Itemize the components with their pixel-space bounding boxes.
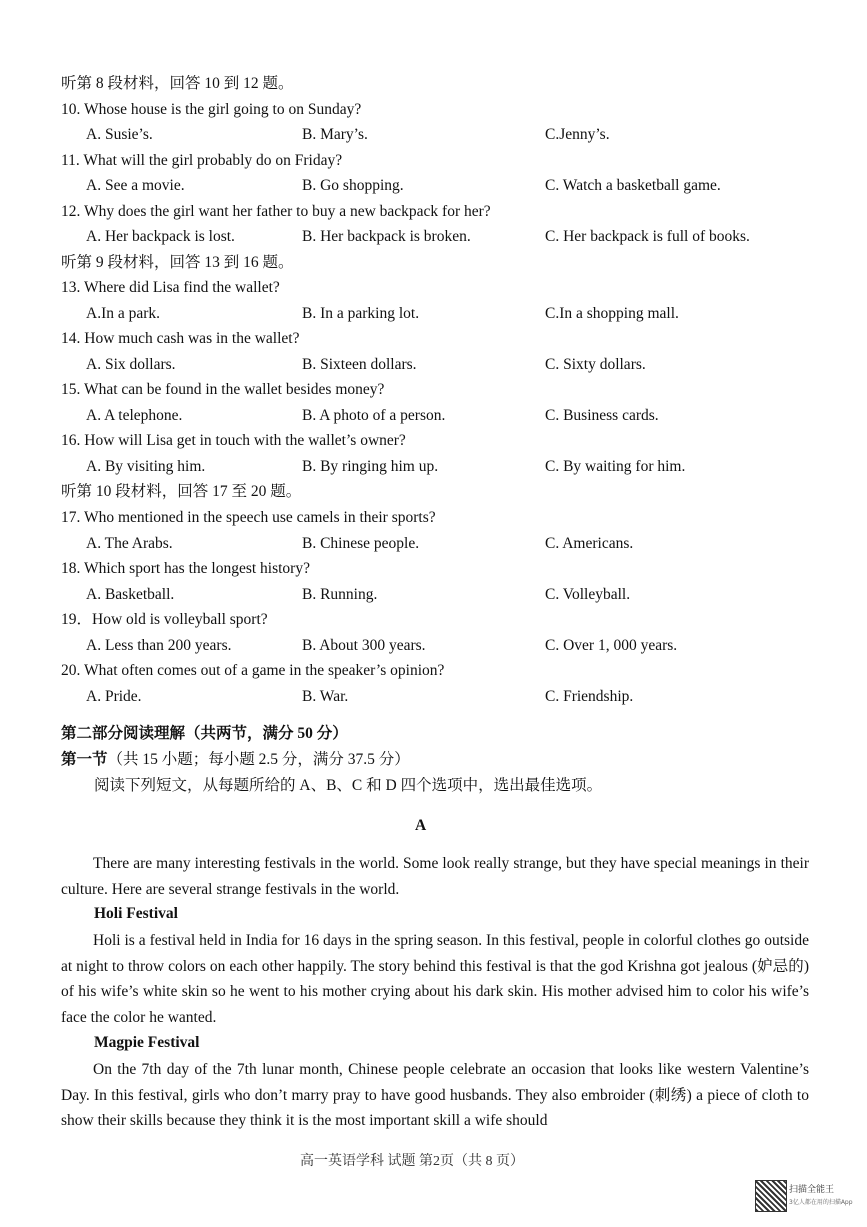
option-11a: A. See a movie. [86,177,185,194]
scanner-watermark [755,1180,855,1214]
option-13b: B. In a parking lot. [302,305,420,322]
option-12b: B. Her backpack is broken. [302,228,471,245]
question-16: 16. How will Lisa get in touch with the wallet’s owner? [61,432,406,449]
option-20a: A. Pride. [86,688,142,705]
part2-instructions: 阅读下列短文，从每题所给的 A、B、C 和 D 四个选项中，选出最佳选项。 [94,777,603,794]
option-14a: A. Six dollars. [86,356,176,373]
question-15: 15. What can be found in the wallet besides money? [61,381,385,398]
option-11c: C. Watch a basketball game. [545,177,721,194]
option-17a: A. The Arabs. [86,535,173,552]
option-18c: C. Volleyball. [545,586,631,603]
option-20c: C. Friendship. [545,688,634,705]
passage-intro-text: There are many interesting festivals in the world. Some look really strange, but they have special meanings in their culture. Here are several strange festivals in the world. [61,855,809,898]
question-11: 11. What will the girl probably do on Friday? [61,152,343,169]
option-16c: C. By waiting for him. [545,458,686,475]
magpie-paragraph [61,1057,809,1134]
section-intro-10: 听第 10 段材料，回答 17 至 20 题。 [61,483,302,500]
question-19: 19．How old is volleyball sport? [61,611,268,628]
question-17: 17. Who mentioned in the speech use camels in their sports? [61,509,436,526]
question-20: 20. What often comes out of a game in the speaker’s opinion? [61,662,445,679]
option-13a: A.In a park. [86,305,161,322]
part2-section1-detail: （共 15 小题；每小题 2.5 分，满分 37.5 分） [107,751,410,768]
option-10a: A. Susie’s. [86,126,153,143]
part2-section1-heading [61,750,410,770]
option-18b: B. Running. [302,586,378,603]
option-13c: C.In a shopping mall. [545,305,679,322]
option-19a: A. Less than 200 years. [86,637,232,654]
option-15a: A. A telephone. [86,407,183,424]
question-13: 13. Where did Lisa find the wallet? [61,279,280,296]
holi-paragraph [61,928,809,1030]
passage-letter: A [415,817,427,834]
option-15c: C. Business cards. [545,407,659,424]
option-15b: B. A photo of a person. [302,407,446,424]
passage-intro [61,851,809,902]
qr-code-icon [755,1180,787,1212]
magpie-heading: Magpie Festival [94,1034,200,1051]
option-14b: B. Sixteen dollars. [302,356,417,373]
option-11b: B. Go shopping. [302,177,404,194]
watermark-title: 扫描全能王 [789,1185,835,1195]
question-18: 18. Which sport has the longest history? [61,560,310,577]
section-intro-9: 听第 9 段材料，回答 13 到 16 题。 [61,254,294,271]
option-17b: B. Chinese people. [302,535,420,552]
holi-heading: Holi Festival [94,905,178,922]
option-16b: B. By ringing him up. [302,458,439,475]
part2-title: 第二部分阅读理解（共两节，满分 50 分） [61,725,348,742]
option-10c: C.Jenny’s. [545,126,610,143]
option-19b: B. About 300 years. [302,637,426,654]
watermark-subtitle: 3亿人都在用的扫描App [789,1199,853,1206]
option-18a: A. Basketball. [86,586,175,603]
question-10: 10. Whose house is the girl going to on Sunday? [61,101,362,118]
question-12: 12. Why does the girl want her father to buy a new backpack for her? [61,203,491,220]
page-footer: 高一英语学科 试题 第2页（共 8 页） [300,1154,524,1169]
question-14: 14. How much cash was in the wallet? [61,330,300,347]
section-intro-8: 听第 8 段材料，回答 10 到 12 题。 [61,75,294,92]
part2-section1-label: 第一节 [61,751,108,768]
magpie-paragraph-text: On the 7th day of the 7th lunar month, Chinese people celebrate an occasion that looks like western Valentine’s Day. In this festival, girls who don’t marry pray to have good husbands. They also embroider (刺绣) a piece of cloth to show their skills because they think it is the most important skill a wife should [61,1061,809,1130]
option-12c: C. Her backpack is full of books. [545,228,750,245]
holi-paragraph-text: Holi is a festival held in India for 16 days in the spring season. In this festival, people in colorful clothes go outside at night to throw colors on each other happily. The story behind this festival is that the god Krishna got jealous (妒忌的) of his wife’s white skin so he went to his mother crying about his dark skin. His mother advised him to color his wife’s face the color he wanted. [61,932,809,1026]
option-17c: C. Americans. [545,535,634,552]
option-12a: A. Her backpack is lost. [86,228,235,245]
option-19c: C. Over 1, 000 years. [545,637,678,654]
option-14c: C. Sixty dollars. [545,356,646,373]
option-20b: B. War. [302,688,349,705]
option-16a: A. By visiting him. [86,458,206,475]
option-10b: B. Mary’s. [302,126,368,143]
